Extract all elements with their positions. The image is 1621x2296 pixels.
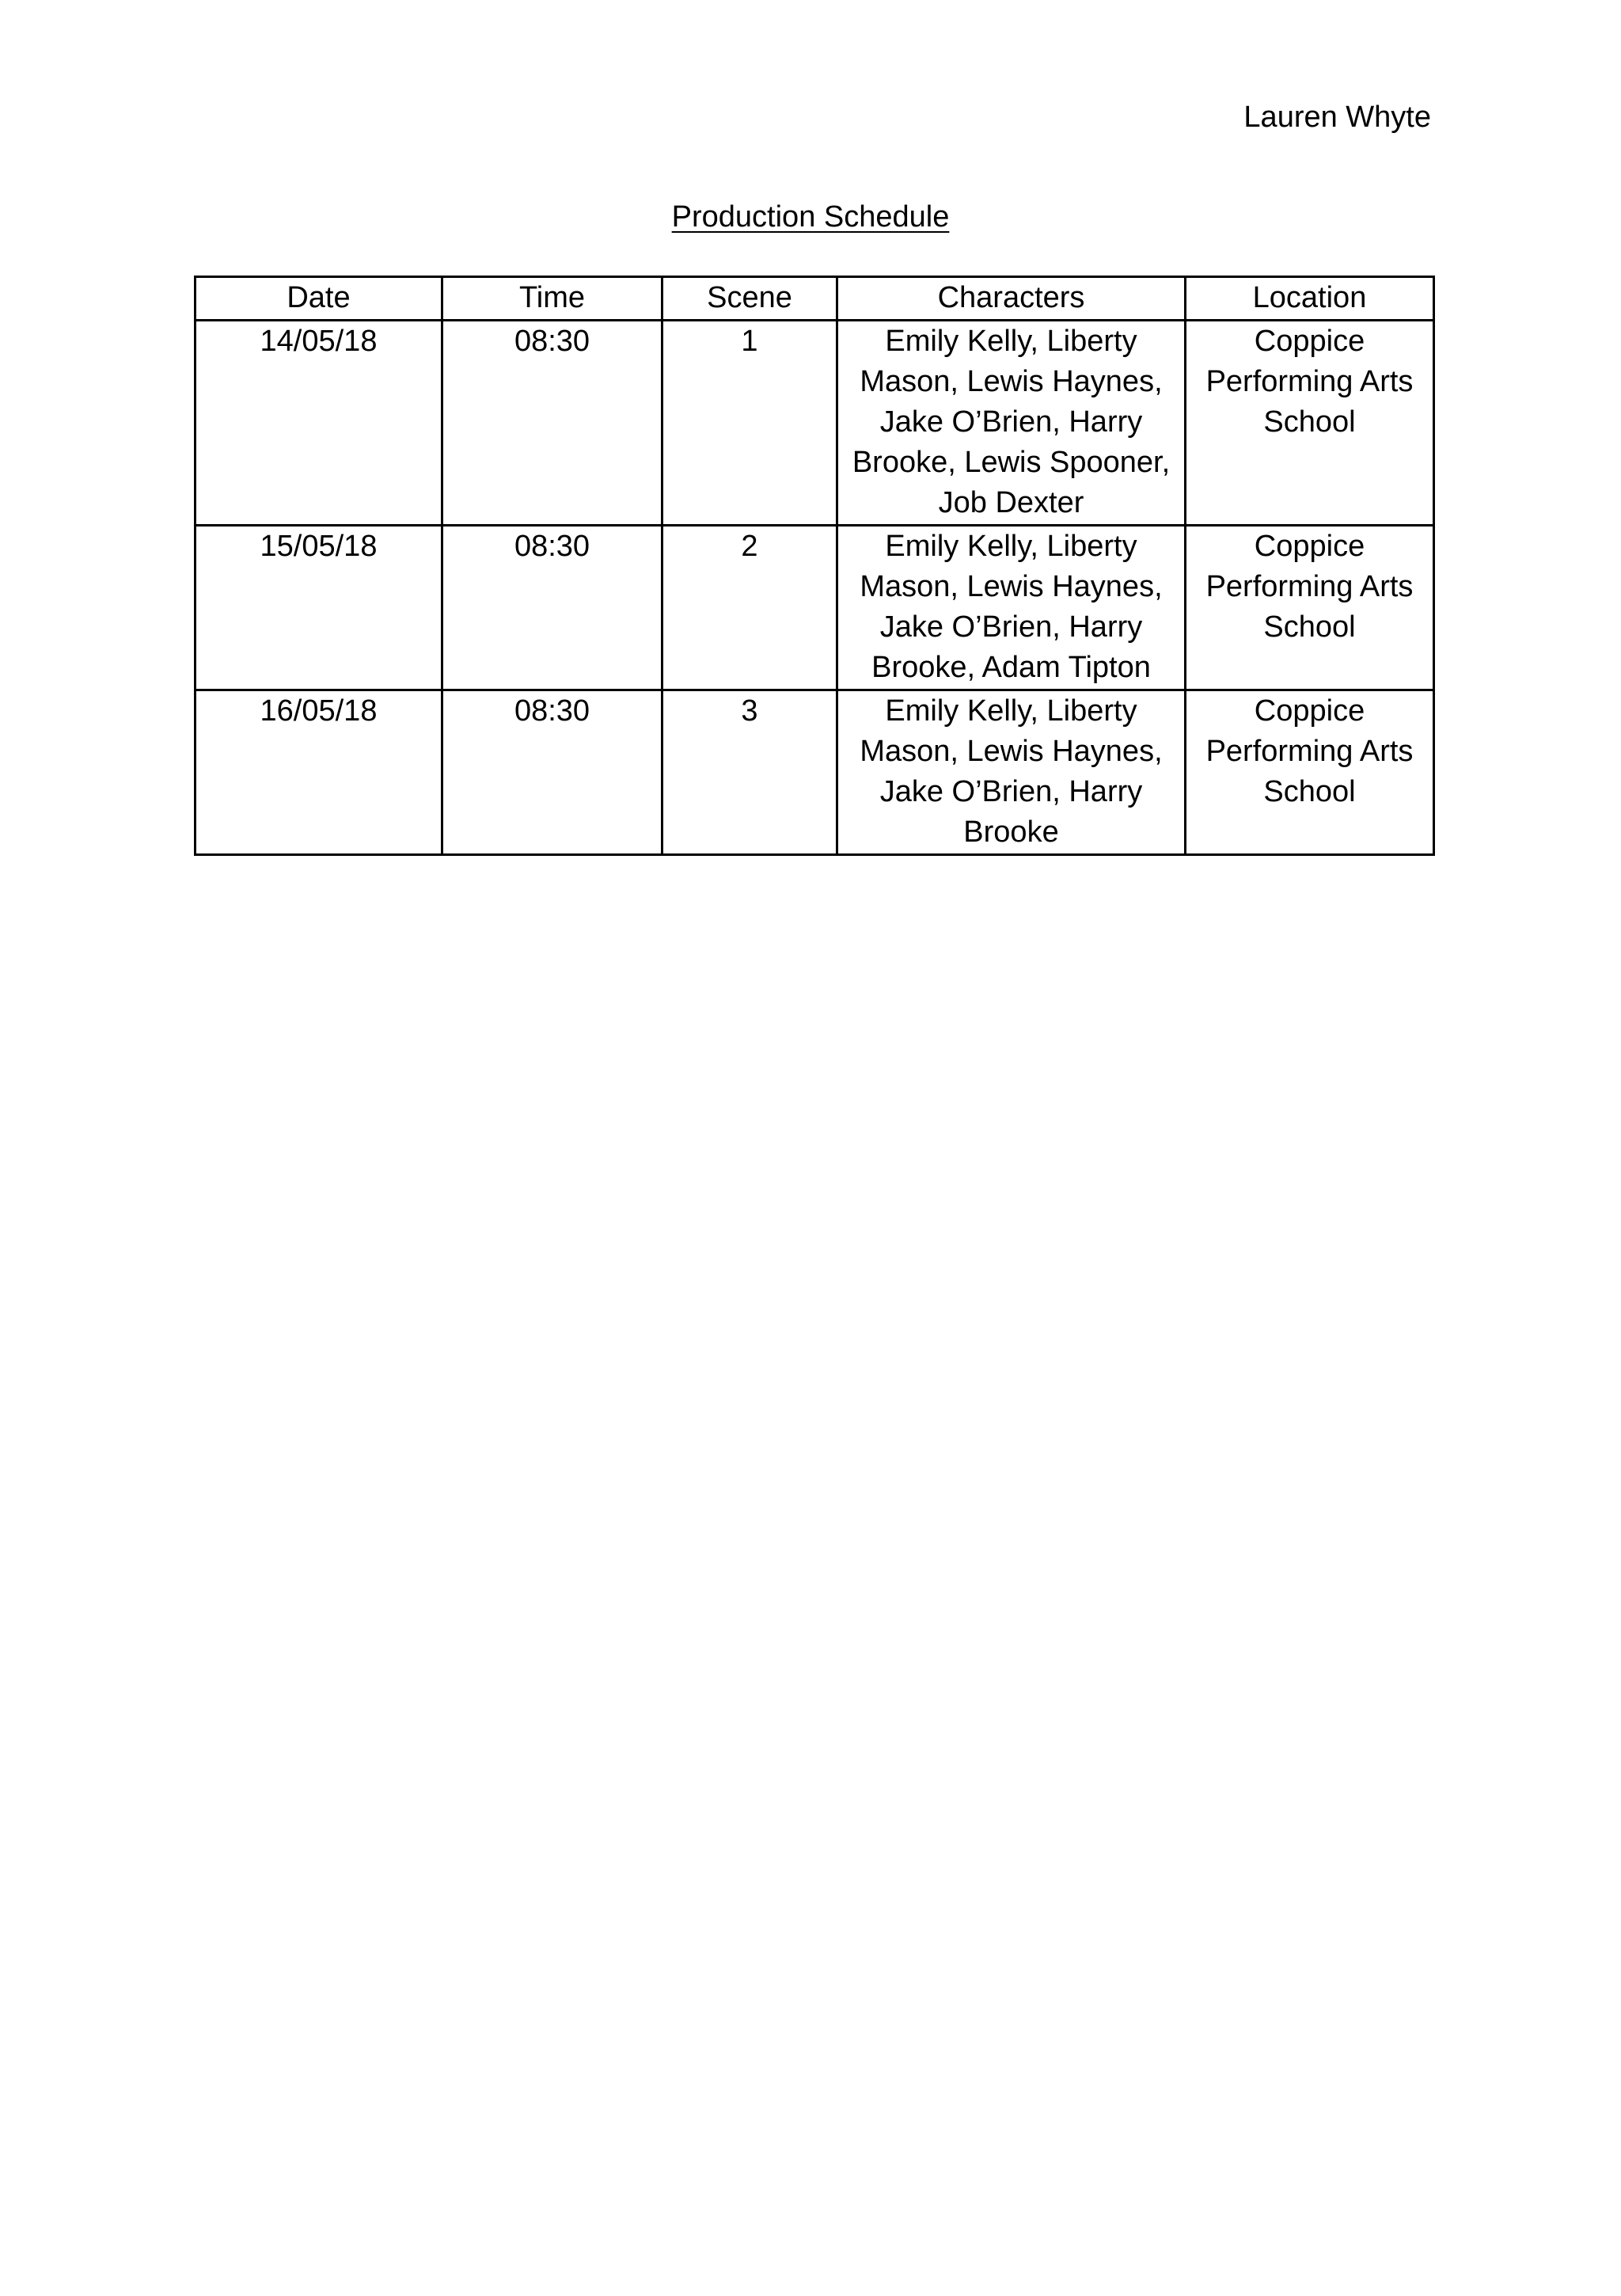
column-header-date: Date (196, 277, 442, 321)
cell-location: Coppice Performing Arts School (1186, 321, 1434, 526)
table-row (196, 690, 1434, 855)
cell-date: 15/05/18 (196, 526, 442, 690)
table-row (196, 321, 1434, 526)
page-title (0, 198, 1621, 236)
page-title-text: Production Schedule (671, 200, 950, 234)
column-header-location: Location (1186, 277, 1434, 321)
cell-time: 08:30 (442, 321, 662, 526)
cell-characters: Emily Kelly, Liberty Mason, Lewis Haynes, Jake O’Brien, Harry Brooke, Adam Tipton (837, 526, 1186, 690)
author-name: Lauren Whyte (1243, 101, 1431, 134)
cell-characters: Emily Kelly, Liberty Mason, Lewis Haynes, Jake O’Brien, Harry Brooke (837, 690, 1186, 855)
cell-date: 16/05/18 (196, 690, 442, 855)
cell-location: Coppice Performing Arts School (1186, 690, 1434, 855)
cell-scene: 2 (662, 526, 837, 690)
table-header-row (196, 277, 1434, 321)
cell-characters: Emily Kelly, Liberty Mason, Lewis Haynes, Jake O’Brien, Harry Brooke, Lewis Spooner, Job Dexter (837, 321, 1186, 526)
cell-time: 08:30 (442, 690, 662, 855)
table-row (196, 526, 1434, 690)
column-header-characters: Characters (837, 277, 1186, 321)
cell-scene: 3 (662, 690, 837, 855)
production-schedule-table (194, 276, 1435, 856)
cell-location: Coppice Performing Arts School (1186, 526, 1434, 690)
cell-date: 14/05/18 (196, 321, 442, 526)
column-header-scene: Scene (662, 277, 837, 321)
cell-time: 08:30 (442, 526, 662, 690)
column-header-time: Time (442, 277, 662, 321)
cell-scene: 1 (662, 321, 837, 526)
